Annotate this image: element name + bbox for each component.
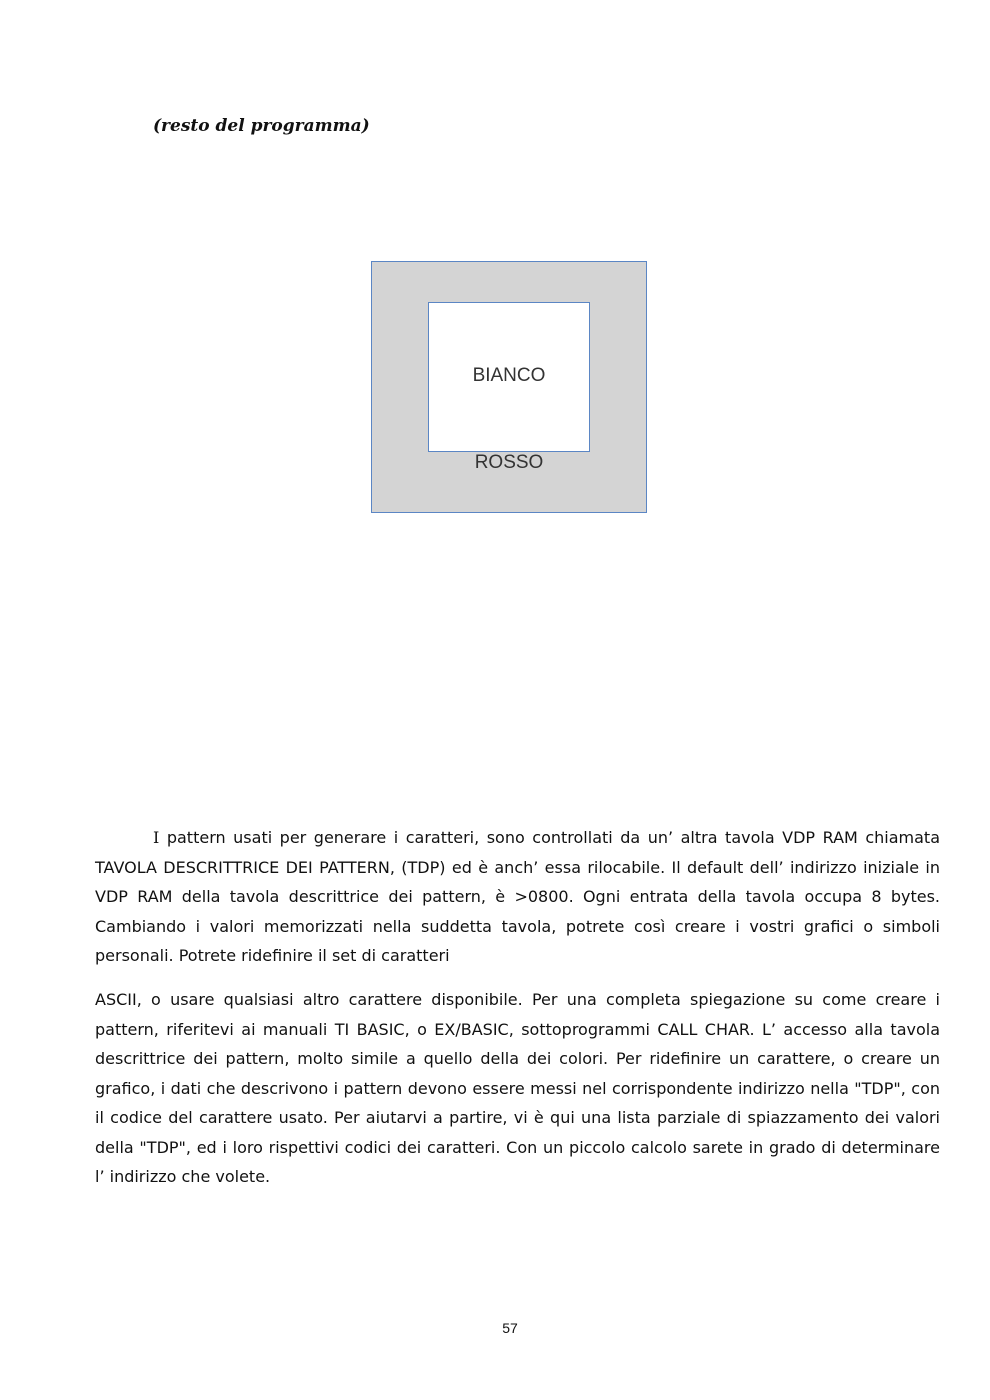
paragraph-initial-letter: I xyxy=(153,828,160,847)
program-caption: (resto del programma) xyxy=(153,116,370,136)
paragraph-1-text: pattern usati per generare i caratteri, sono controllati da un’ altra tavola VDP RAM chiamata TAVOLA DESCRITTRICE DEI PATTERN, (TDP) ed è anch’ essa rilocabile. Il default dell’ indirizzo iniziale in VDP RAM della tavola descrittrice dei pattern, è >0800. Ogni entrata della tavola occupa 8 bytes. Cambiando i valori memorizzati nella suddetta tavola, potrete così creare i vostri grafici o simboli personali. Potrete ridefinire il set di caratteri xyxy=(95,828,940,965)
outer-color-label: ROSSO xyxy=(474,452,544,473)
page-number: 57 xyxy=(502,1320,518,1336)
color-diagram-outer-box xyxy=(371,261,647,513)
color-diagram-inner-box xyxy=(428,302,590,452)
paragraph-2: ASCII, o usare qualsiasi altro carattere disponibile. Per una completa spiegazione su come creare i pattern, riferitevi ai manuali TI BASIC, o EX/BASIC, sottoprogrammi CALL CHAR. L’ accesso alla tavola descrittrice dei pattern, molto simile a quello della dei colori. Per ridefinire un carattere, o creare un grafico, i dati che descrivono i pattern devono essere messi nel corrispondente indirizzo nella "TDP", con il codice del carattere usato. Per aiutarvi a partire, vi è qui una lista parziale di spiazzamento dei valori della "TDP", ed i loro rispettivi codici dei caratteri. Con un piccolo calcolo sarete in grado di determinare l’ indirizzo che volete. xyxy=(95,990,940,1186)
inner-color-label: BIANCO xyxy=(472,365,546,386)
paragraph-1 xyxy=(95,823,940,971)
